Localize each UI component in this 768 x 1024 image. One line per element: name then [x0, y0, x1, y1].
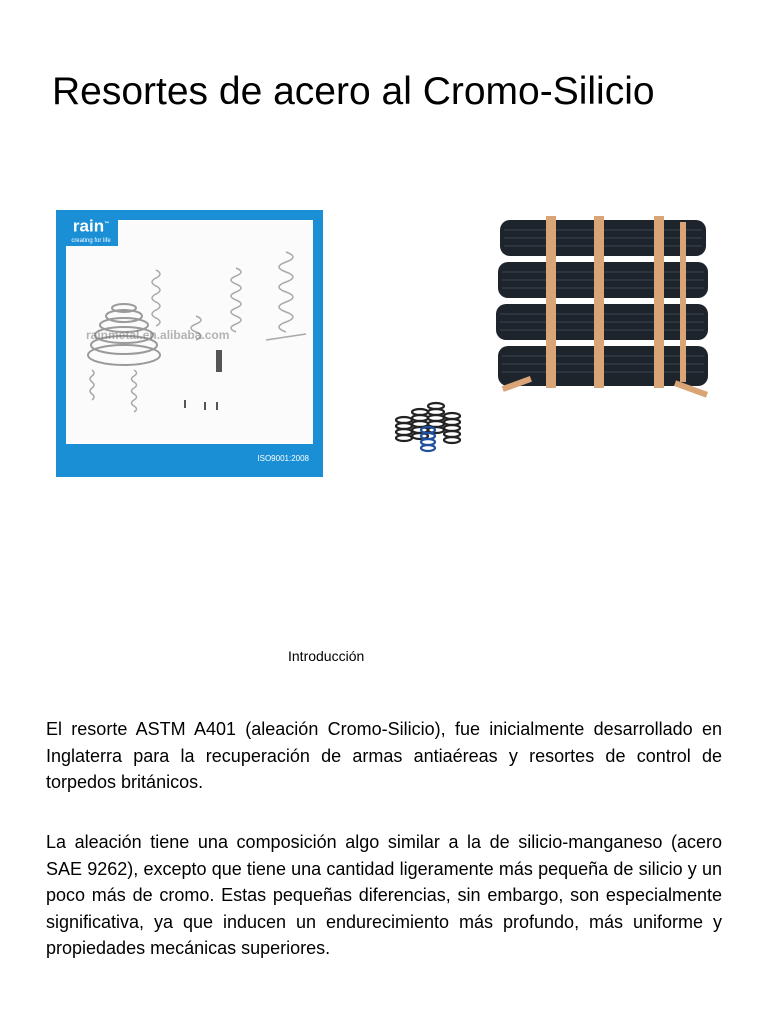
rain-logo: rain™ creating for life — [64, 214, 118, 246]
paragraph-2: La aleación tiene una composición algo similar a la de silicio-manganeso (acero SAE 9262), excepto que tiene una cantidad ligeramente más pequeña de silicio y un poco más de cromo. Estas pequeñas diferencias, sin embargo, son especialmente significativa, ya que inducen un endurecimiento más profundo, más uniforme y propiedades mecánicas superiores. — [46, 832, 722, 958]
valve-springs-image — [388, 398, 474, 460]
spring-catalog-image — [56, 210, 323, 477]
page-title: Resortes de acero al Cromo-Silicio — [52, 70, 655, 113]
iso-badge: ISO9001:2008 — [257, 454, 309, 463]
wire-coils-image — [494, 212, 714, 412]
paragraph-1: El resorte ASTM A401 (aleación Cromo-Silicio), fue inicialmente desarrollado en Inglaterra para la recuperación de armas antiaéreas y resortes de control de torpedos británicos. — [46, 719, 722, 792]
watermark-text: rainmetal.en.alibaba.com — [86, 328, 230, 342]
section-heading: Introducción — [288, 648, 365, 664]
